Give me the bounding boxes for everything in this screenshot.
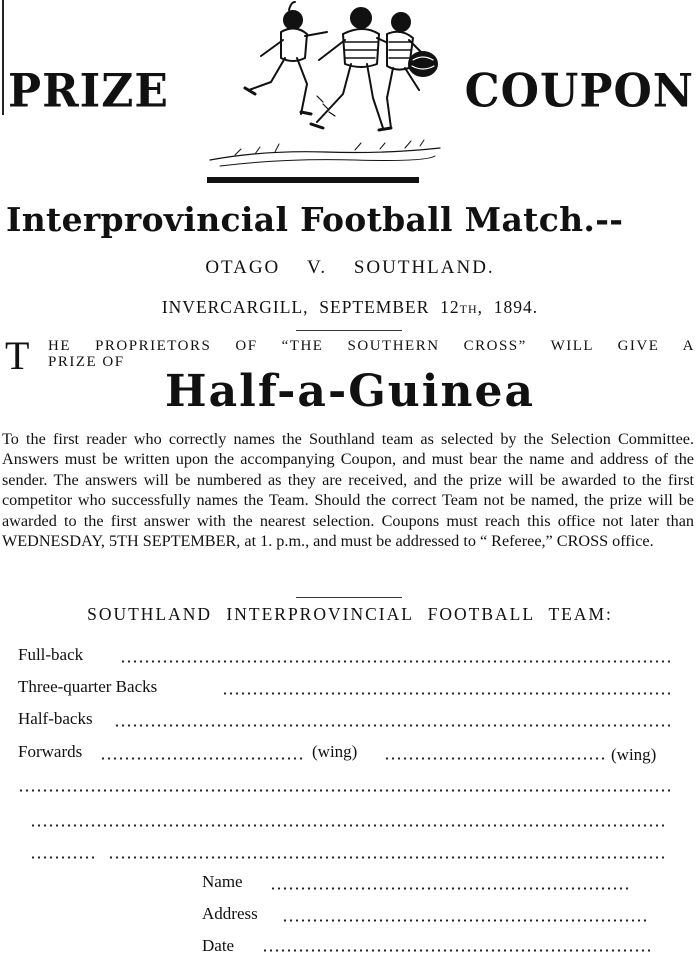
forwards-answer-line-3[interactable] [30, 824, 664, 827]
conditions-paragraph: To the first reader who correctly names the Southland team as selected by the Selection Committee. Answers must be written upon the accompanying Coupon, and must bear the name and address of the sender. The answers will be numbered as they are received, and the prize will be awarded to the first competitor who successfully names the Team. Should the correct Team not be named, the prize will be awarded to the first answer with the nearest selection. Coupons must reach this office not later than WEDNESDAY, 5TH SEPTEMBER, at 1. p.m., and must be addressed to “ Referee,” CROSS office. [2, 430, 694, 551]
fullback-label: Full-back [18, 645, 84, 664]
home-team: OTAGO [205, 257, 281, 278]
event-year: 1894. [493, 297, 539, 317]
left-border-rule [2, 0, 4, 115]
match-title: Interprovincial Football Match.-- [6, 200, 624, 239]
wing-right-label: (wing) [611, 745, 657, 764]
proprietors-line-2: PRIZE OF [48, 354, 125, 370]
fullback-answer-line[interactable] [120, 660, 670, 663]
halfbacks-answer-line[interactable] [114, 724, 670, 727]
name-answer-line[interactable] [270, 887, 630, 890]
date-label: Date [202, 936, 235, 955]
forwards-answer-line-4b[interactable] [108, 856, 664, 859]
wing-answer-line[interactable] [384, 757, 606, 760]
wing-left-label: (wing) [312, 742, 358, 761]
header-coupon-word: COUPON [464, 64, 694, 119]
three-quarter-label: Three-quarter Backs [18, 677, 158, 696]
event-date-line [0, 297, 700, 318]
prize-heading: Half-a-Guinea [165, 366, 535, 417]
teams-line [0, 257, 700, 279]
divider-rule-2 [296, 597, 402, 598]
divider-rule [296, 330, 402, 331]
three-quarter-answer-line[interactable] [222, 692, 670, 695]
halfbacks-label: Half-backs [18, 709, 93, 728]
drop-cap: T [5, 333, 30, 378]
proprietors-line-1: HE PROPRIETORS OF “THE SOUTHERN CROSS” WILL GIVE A [48, 338, 695, 354]
event-day: 12th, [440, 297, 484, 317]
team-heading: SOUTHLAND INTERPROVINCIAL FOOTBALL TEAM: [87, 604, 613, 624]
header-prize-word: PRIZE [8, 64, 169, 119]
forwards-answer-line-4a[interactable] [30, 856, 94, 859]
address-label: Address [202, 904, 258, 923]
away-team: SOUTHLAND. [353, 257, 495, 278]
versus: V. [307, 257, 328, 278]
event-month: SEPTEMBER [319, 297, 430, 317]
forwards-answer-line-2[interactable] [18, 789, 670, 792]
name-label: Name [202, 872, 243, 891]
forwards-answer-line[interactable] [100, 757, 306, 760]
address-answer-line[interactable] [282, 919, 650, 922]
date-answer-line[interactable] [262, 949, 650, 952]
event-place: INVERCARGILL, [161, 297, 309, 317]
footballers-illustration [205, 0, 445, 172]
header-rule [207, 177, 419, 183]
forwards-label: Forwards [18, 742, 83, 761]
